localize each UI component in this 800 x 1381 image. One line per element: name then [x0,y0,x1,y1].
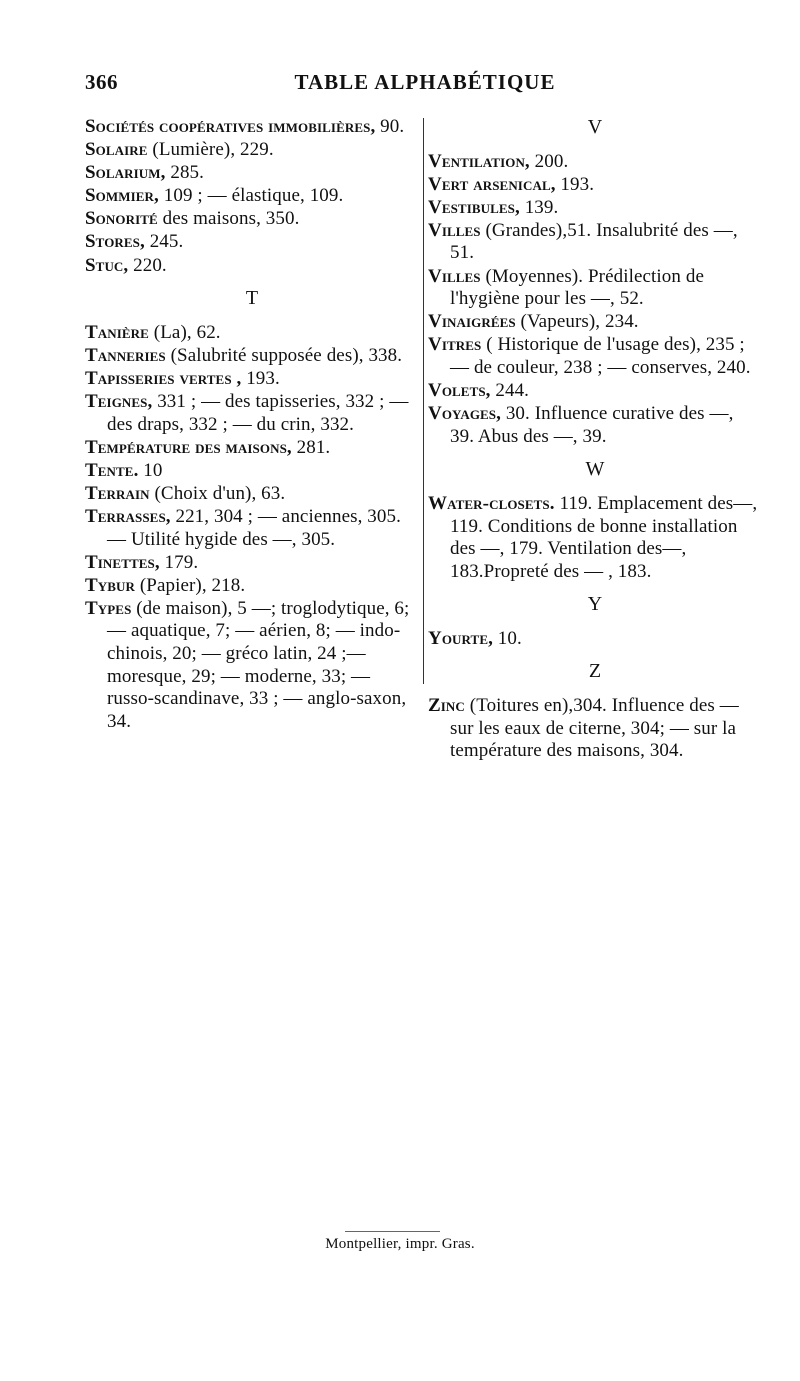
index-entry [428,334,762,379]
entry-references: 220. [128,254,167,276]
entry-references: 200. [529,150,569,172]
running-title: TABLE ALPHABÉTIQUE [294,70,556,94]
entry-references: 10. [492,627,522,649]
entry-references: 119. Emplacement des—, 119. Conditions de bonne installation des —, 179. Ventilation des—, 183.Propreté des — , 183. [450,492,758,582]
entry-references: 179. [159,551,199,573]
entry-headword: Solarium, [85,162,166,184]
entry-headword: Yourte, [428,627,493,649]
right-column [428,116,762,763]
index-entry [428,197,762,220]
index-entry [85,437,419,460]
entry-headword: Sociétés coopératives immobilières, [85,116,376,137]
index-entry [428,311,762,334]
entry-headword: Tybur [85,574,136,596]
entry-references: 139. [519,196,559,218]
index-entry [85,322,419,345]
page-header [85,70,765,106]
entry-references: (Choix d'un), 63. [149,482,286,504]
entry-headword: Vitres [428,334,482,356]
index-entry [85,483,419,506]
entry-references: (Moyennes). Prédilection de l'hygiène pour les —, 52. [450,265,704,310]
entry-headword: Water-closets. [428,492,555,514]
entry-headword: Terrasses, [85,506,171,527]
entry-headword: Villes [428,265,481,287]
entry-references: 30. Influence curative des —, 39. Abus des —, 39. [450,403,734,447]
index-section-s [85,116,419,277]
entry-headword: Tanneries [85,344,166,366]
entry-references: (La), 62. [148,321,221,343]
entry-references: (Grandes),51. Insalubrité des —, 51. [450,219,738,264]
index-section-y [428,628,762,651]
entry-headword: Ventilation, [428,150,530,172]
entry-headword: Zinc [428,695,465,717]
section-letter-y: Y [587,593,603,616]
index-entry [428,380,762,403]
section-letter-w: W [585,458,605,481]
entry-references: (Toitures en),304. Influence des — sur les eaux de citerne, 304; — sur la température des maisons, 304. [450,695,739,762]
entry-references: 244. [490,380,530,402]
entry-references: 10 [138,459,163,481]
index-entry [85,139,419,162]
entry-headword: Villes [428,219,481,241]
index-entry [428,403,762,448]
entry-headword: Vinaigrées [428,311,516,333]
entry-references: (Vapeurs), 234. [515,311,639,333]
index-section-t [85,322,419,734]
index-entry [85,231,419,254]
index-entry [85,575,419,598]
entry-headword: Vestibules, [428,196,520,218]
entry-references: 90. [375,116,405,137]
index-entry [85,368,419,391]
entry-headword: Stuc, [85,254,129,276]
page-number: 366 [85,70,118,94]
index-section-w [428,493,762,583]
index-entry [85,255,419,278]
entry-headword: Teignes, [85,391,153,413]
entry-headword: Solaire [85,139,148,161]
column-divider [423,118,424,684]
entry-headword: Stores, [85,231,145,253]
entry-references: 331 ; — des tapisseries, 332 ; — des draps, 332 ; — du crin, 332. [107,391,409,435]
index-entry [428,151,762,174]
entry-headword: Vert arsenical, [428,173,556,195]
entry-references: 281. [291,436,331,458]
entry-references: 109 ; — élastique, 109. [158,185,344,207]
entry-headword: Tanière [85,321,149,343]
entry-headword: Voyages, [428,403,501,425]
entry-headword: Tapisseries vertes , [85,367,242,389]
entry-references: (Salubrité supposée des), 338. [165,344,403,366]
entry-references: 285. [165,162,204,184]
entry-references: (Lumière), 229. [147,139,274,161]
entry-references: (de maison), 5 —; troglodytique, 6; — aquatique, 7; — aérien, 8; — indo-chinois, 20; — gréco latin, 24 ;—moresque, 29; — moderne, 33; — russo-scandinave, 33 ; — anglo-saxon, 34. [107,597,410,732]
index-entry [85,185,419,208]
entry-references: 193. [555,173,595,195]
entry-references: des maisons, 350. [157,208,300,230]
entry-headword: Sommier, [85,185,159,207]
section-letter-v: V [587,116,603,138]
section-letter-t: T [245,287,259,310]
entry-references: ( Historique de l'usage des), 235 ; — de couleur, 238 ; — conserves, 240. [450,334,751,378]
index-entry [428,266,762,311]
index-entry [85,506,419,551]
entry-references: 245. [144,231,184,253]
index-entry [85,460,419,483]
entry-references: 221, 304 ; — anciennes, 305. — Utilité hygide des —, 305. [107,506,401,550]
entry-headword: Tente. [85,459,139,481]
index-entry [428,493,762,583]
index-entry [428,695,762,763]
index-entry [85,208,419,231]
index-entry [85,345,419,368]
section-letter-z: Z [588,660,602,683]
index-entry [428,220,762,265]
entry-headword: Température des maisons, [85,436,292,458]
index-section-v [428,151,762,449]
entry-headword: Sonorité [85,208,158,230]
printer-imprint: Montpellier, impr. Gras. [325,1236,475,1252]
index-entry [85,116,419,139]
index-entry [85,391,419,436]
index-entry [428,174,762,197]
index-entry [85,552,419,575]
entry-headword: Volets, [428,380,491,402]
entry-headword: Types [85,597,132,619]
imprint-rule [345,1231,440,1232]
entry-references: 193. [241,367,280,389]
entry-references: (Papier), 218. [135,574,246,596]
index-entry [428,628,762,651]
index-section-z [428,695,762,763]
entry-headword: Tinettes, [85,551,160,573]
index-entry [85,598,419,734]
entry-headword: Terrain [85,482,150,504]
left-column [85,116,419,734]
index-entry [85,162,419,185]
